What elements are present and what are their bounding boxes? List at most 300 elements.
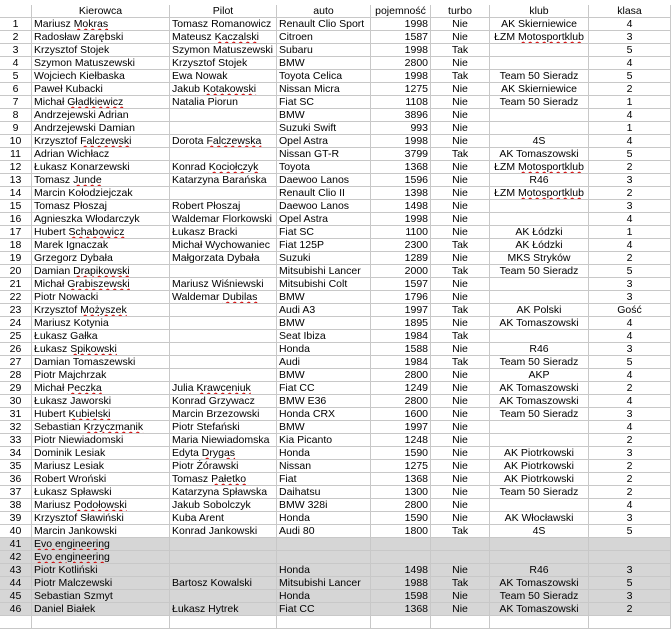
cell-kierowca[interactable]: Sebastian Szmyt [32,590,170,603]
cell-kierowca[interactable]: Łukasz Spławski [32,486,170,499]
cell-klasa[interactable]: 5 [589,70,671,83]
cell-pilot[interactable]: Natalia Piorun [170,96,277,109]
cell-pojemnosc[interactable] [371,538,431,551]
cell-turbo[interactable]: Nie [431,564,490,577]
cell-row-number[interactable]: 20 [0,265,32,278]
cell-turbo[interactable]: Nie [431,57,490,70]
cell-pilot[interactable]: Dorota Falczewska [170,135,277,148]
empty-cell[interactable] [277,616,371,629]
cell-kierowca[interactable]: Damian Tomaszewski [32,356,170,369]
cell-turbo[interactable]: Nie [431,18,490,31]
cell-auto[interactable]: Honda CRX [277,408,371,421]
cell-kierowca[interactable]: Adrian Wichłacz [32,148,170,161]
cell-auto[interactable]: BMW 328i [277,499,371,512]
cell-row-number[interactable]: 29 [0,382,32,395]
cell-klub[interactable] [490,213,589,226]
cell-row-number[interactable]: 33 [0,434,32,447]
cell-klub[interactable] [490,109,589,122]
cell-kierowca[interactable]: Michał Gładkiewicz [32,96,170,109]
cell-row-number[interactable]: 19 [0,252,32,265]
cell-pojemnosc[interactable]: 1275 [371,83,431,96]
cell-klasa[interactable]: 1 [589,122,671,135]
cell-klub[interactable]: AK Piotrkowski [490,473,589,486]
cell-turbo[interactable]: Nie [431,408,490,421]
cell-pilot[interactable]: Jakub Sobolczyk [170,499,277,512]
cell-turbo[interactable]: Tak [431,148,490,161]
cell-auto[interactable]: Renault Clio II [277,187,371,200]
cell-klub[interactable]: AK Tomaszowski [490,603,589,616]
cell-klasa[interactable]: 1 [589,96,671,109]
cell-klasa[interactable]: 2 [589,434,671,447]
cell-kierowca[interactable]: Michał Grabiszewski [32,278,170,291]
cell-pojemnosc[interactable]: 1108 [371,96,431,109]
cell-row-number[interactable]: 25 [0,330,32,343]
cell-auto[interactable]: Mitsubishi Lancer [277,265,371,278]
cell-pilot[interactable]: Julia Krawceniuk [170,382,277,395]
cell-turbo[interactable]: Nie [431,499,490,512]
cell-kierowca[interactable]: Tomasz Junde [32,174,170,187]
cell-klasa[interactable]: 2 [589,83,671,96]
cell-kierowca[interactable]: Łukasz Jaworski [32,395,170,408]
cell-kierowca[interactable]: Hubert Schabowicz [32,226,170,239]
cell-klasa[interactable]: 5 [589,148,671,161]
cell-pilot[interactable] [170,369,277,382]
cell-klub[interactable]: AK Skierniewice [490,83,589,96]
cell-row-number[interactable]: 7 [0,96,32,109]
cell-pilot[interactable]: Jakub Kotakowski [170,83,277,96]
cell-auto[interactable] [277,551,371,564]
cell-row-number[interactable]: 2 [0,31,32,44]
cell-turbo[interactable]: Nie [431,122,490,135]
cell-pilot[interactable]: Ewa Nowak [170,70,277,83]
cell-klub[interactable]: ŁZM Motosportklub [490,161,589,174]
cell-auto[interactable]: Nissan GT-R [277,148,371,161]
cell-turbo[interactable]: Nie [431,473,490,486]
cell-auto[interactable]: BMW [277,317,371,330]
cell-kierowca[interactable]: Łukasz Gałka [32,330,170,343]
cell-klasa[interactable]: 2 [589,460,671,473]
cell-pojemnosc[interactable]: 993 [371,122,431,135]
cell-pilot[interactable] [170,109,277,122]
cell-row-number[interactable]: 37 [0,486,32,499]
cell-klub[interactable]: Team 50 Sieradz [490,96,589,109]
cell-klasa[interactable]: 4 [589,317,671,330]
cell-row-number[interactable]: 12 [0,161,32,174]
cell-klub[interactable] [490,499,589,512]
cell-pojemnosc[interactable]: 1498 [371,564,431,577]
cell-kierowca[interactable]: Evo engineering [32,538,170,551]
cell-auto[interactable]: Renault Clio Sport [277,18,371,31]
cell-klasa[interactable] [589,538,671,551]
cell-klub[interactable]: Team 50 Sieradz [490,408,589,421]
cell-pilot[interactable] [170,187,277,200]
cell-pilot[interactable] [170,551,277,564]
cell-klasa[interactable]: 3 [589,343,671,356]
cell-auto[interactable]: Fiat 125P [277,239,371,252]
cell-pilot[interactable]: Waldemar Florkowski [170,213,277,226]
cell-auto[interactable] [277,538,371,551]
cell-row-number[interactable]: 1 [0,18,32,31]
cell-turbo[interactable]: Tak [431,239,490,252]
cell-auto[interactable]: Honda [277,564,371,577]
cell-kierowca[interactable]: Mariusz Podołowski [32,499,170,512]
cell-klub[interactable] [490,278,589,291]
cell-turbo[interactable]: Nie [431,96,490,109]
cell-row-number[interactable]: 42 [0,551,32,564]
cell-pilot[interactable] [170,356,277,369]
cell-pilot[interactable]: Marcin Brzezowski [170,408,277,421]
cell-row-number[interactable]: 13 [0,174,32,187]
cell-klasa[interactable]: 2 [589,187,671,200]
cell-row-number[interactable]: 10 [0,135,32,148]
cell-klasa[interactable]: 4 [589,330,671,343]
cell-pilot[interactable] [170,343,277,356]
cell-turbo[interactable]: Nie [431,486,490,499]
cell-klub[interactable]: R46 [490,564,589,577]
cell-pojemnosc[interactable]: 1588 [371,343,431,356]
cell-row-number[interactable]: 4 [0,57,32,70]
cell-pilot[interactable]: Bartosz Kowalski [170,577,277,590]
cell-auto[interactable]: Fiat SC [277,226,371,239]
cell-turbo[interactable]: Nie [431,603,490,616]
cell-klasa[interactable]: 2 [589,486,671,499]
cell-pilot[interactable]: Waldemar Dubilas [170,291,277,304]
cell-auto[interactable]: Fiat CC [277,382,371,395]
cell-pojemnosc[interactable]: 2800 [371,57,431,70]
cell-klub[interactable]: Team 50 Sieradz [490,356,589,369]
cell-klub[interactable]: MKS Stryków [490,252,589,265]
cell-klasa[interactable]: 2 [589,603,671,616]
cell-klub[interactable]: AK Piotrkowski [490,460,589,473]
cell-row-number[interactable]: 3 [0,44,32,57]
cell-pojemnosc[interactable]: 1998 [371,70,431,83]
cell-pojemnosc[interactable]: 3799 [371,148,431,161]
header-auto[interactable]: auto [277,5,371,18]
cell-klasa[interactable]: 3 [589,291,671,304]
cell-pojemnosc[interactable]: 1248 [371,434,431,447]
cell-pojemnosc[interactable]: 1800 [371,525,431,538]
cell-pilot[interactable]: Piotr Żórawski [170,460,277,473]
cell-kierowca[interactable]: Marcin Jankowski [32,525,170,538]
cell-auto[interactable]: Suzuki Swift [277,122,371,135]
cell-row-number[interactable]: 39 [0,512,32,525]
cell-row-number[interactable]: 5 [0,70,32,83]
cell-klasa[interactable]: 3 [589,447,671,460]
cell-klub[interactable]: Team 50 Sieradz [490,590,589,603]
header-klub[interactable]: klub [490,5,589,18]
cell-pojemnosc[interactable]: 1398 [371,187,431,200]
cell-auto[interactable]: Suzuki [277,252,371,265]
cell-kierowca[interactable]: Robert Wroński [32,473,170,486]
cell-auto[interactable]: Fiat [277,473,371,486]
cell-turbo[interactable]: Nie [431,447,490,460]
cell-row-number[interactable]: 40 [0,525,32,538]
cell-kierowca[interactable]: Szymon Matuszewski [32,57,170,70]
cell-kierowca[interactable]: Tomasz Płoszaj [32,200,170,213]
cell-klasa[interactable]: 4 [589,213,671,226]
cell-pilot[interactable] [170,330,277,343]
cell-auto[interactable]: Fiat SC [277,96,371,109]
cell-pilot[interactable]: Piotr Stefański [170,421,277,434]
cell-row-number[interactable]: 9 [0,122,32,135]
cell-pilot[interactable] [170,590,277,603]
cell-pilot[interactable]: Krzysztof Stojek [170,57,277,70]
cell-klub[interactable]: ŁZM Motosportklub [490,31,589,44]
cell-row-number[interactable]: 14 [0,187,32,200]
cell-pojemnosc[interactable]: 1300 [371,486,431,499]
cell-kierowca[interactable]: Piotr Nowacki [32,291,170,304]
cell-auto[interactable]: Daewoo Lanos [277,200,371,213]
cell-kierowca[interactable]: Marek Ignaczak [32,239,170,252]
cell-auto[interactable]: Nissan Micra [277,83,371,96]
cell-pilot[interactable]: Mateusz Kaczalski [170,31,277,44]
cell-row-number[interactable]: 35 [0,460,32,473]
cell-turbo[interactable]: Nie [431,226,490,239]
cell-turbo[interactable]: Nie [431,31,490,44]
cell-kierowca[interactable]: Agnieszka Włodarczyk [32,213,170,226]
cell-pojemnosc[interactable]: 1587 [371,31,431,44]
cell-turbo[interactable]: Tak [431,577,490,590]
cell-turbo[interactable]: Nie [431,135,490,148]
cell-pilot[interactable]: Konrad Kociołczyk [170,161,277,174]
cell-row-number[interactable]: 41 [0,538,32,551]
cell-turbo[interactable]: Tak [431,330,490,343]
cell-kierowca[interactable]: Mariusz Lesiak [32,460,170,473]
cell-auto[interactable]: BMW [277,369,371,382]
cell-kierowca[interactable]: Sebastian Krzyczmanik [32,421,170,434]
cell-klasa[interactable]: 4 [589,395,671,408]
cell-klub[interactable]: AK Tomaszowski [490,317,589,330]
cell-row-number[interactable]: 43 [0,564,32,577]
cell-turbo[interactable]: Nie [431,161,490,174]
cell-auto[interactable]: Seat Ibiza [277,330,371,343]
cell-auto[interactable]: Audi A3 [277,304,371,317]
cell-kierowca[interactable]: Krzysztof Możyszek [32,304,170,317]
cell-turbo[interactable]: Nie [431,512,490,525]
cell-pilot[interactable]: Małgorzata Dybała [170,252,277,265]
cell-turbo[interactable]: Nie [431,174,490,187]
cell-pojemnosc[interactable]: 1596 [371,174,431,187]
cell-auto[interactable]: Daihatsu [277,486,371,499]
cell-pojemnosc[interactable]: 1998 [371,135,431,148]
cell-auto[interactable]: Nissan [277,460,371,473]
cell-klub[interactable] [490,421,589,434]
cell-klasa[interactable]: 3 [589,564,671,577]
cell-kierowca[interactable]: Wojciech Kiełbaska [32,70,170,83]
cell-klasa[interactable]: 5 [589,525,671,538]
cell-pilot[interactable]: Mariusz Wiśniewski [170,278,277,291]
cell-pojemnosc[interactable]: 1988 [371,577,431,590]
cell-pilot[interactable]: Konrad Jankowski [170,525,277,538]
cell-auto[interactable]: BMW E36 [277,395,371,408]
cell-klub[interactable]: Team 50 Sieradz [490,70,589,83]
cell-row-number[interactable]: 16 [0,213,32,226]
cell-klub[interactable]: 4S [490,525,589,538]
empty-cell[interactable] [371,616,431,629]
cell-kierowca[interactable]: Michał Peczka [32,382,170,395]
cell-klasa[interactable]: 5 [589,265,671,278]
cell-klasa[interactable]: 4 [589,135,671,148]
cell-row-number[interactable]: 31 [0,408,32,421]
cell-auto[interactable]: Citroen [277,31,371,44]
cell-klasa[interactable]: 4 [589,239,671,252]
cell-pilot[interactable]: Łukasz Bracki [170,226,277,239]
cell-klasa[interactable]: 3 [589,408,671,421]
cell-row-number[interactable]: 22 [0,291,32,304]
cell-klasa[interactable]: 2 [589,382,671,395]
cell-klub[interactable]: AK Włocławski [490,512,589,525]
cell-pojemnosc[interactable]: 2800 [371,499,431,512]
cell-turbo[interactable]: Nie [431,213,490,226]
cell-row-number[interactable]: 6 [0,83,32,96]
cell-pojemnosc[interactable]: 1590 [371,447,431,460]
header-kierowca[interactable]: Kierowca [32,5,170,18]
cell-kierowca[interactable]: Dominik Lesiak [32,447,170,460]
cell-row-number[interactable]: 28 [0,369,32,382]
cell-pojemnosc[interactable]: 1100 [371,226,431,239]
cell-turbo[interactable]: Tak [431,70,490,83]
cell-klub[interactable] [490,551,589,564]
cell-row-number[interactable]: 46 [0,603,32,616]
cell-kierowca[interactable]: Krzysztof Stojek [32,44,170,57]
cell-row-number[interactable]: 32 [0,421,32,434]
cell-klub[interactable] [490,57,589,70]
cell-pojemnosc[interactable]: 1997 [371,421,431,434]
cell-turbo[interactable] [431,551,490,564]
cell-pojemnosc[interactable]: 1597 [371,278,431,291]
cell-klasa[interactable]: 2 [589,252,671,265]
empty-cell[interactable] [431,616,490,629]
cell-turbo[interactable]: Nie [431,83,490,96]
cell-auto[interactable]: Toyota [277,161,371,174]
cell-klub[interactable]: ŁZM Motosportklub [490,187,589,200]
cell-row-number[interactable]: 11 [0,148,32,161]
cell-turbo[interactable]: Nie [431,460,490,473]
cell-pilot[interactable]: Tomasz Romanowicz [170,18,277,31]
cell-kierowca[interactable]: Daniel Białek [32,603,170,616]
cell-klub[interactable]: AKP [490,369,589,382]
cell-klub[interactable]: R46 [490,343,589,356]
empty-cell[interactable] [170,616,277,629]
cell-kierowca[interactable]: Radosław Zarębski [32,31,170,44]
cell-pojemnosc[interactable] [371,551,431,564]
cell-row-number[interactable]: 38 [0,499,32,512]
cell-klub[interactable]: AK Łódzki [490,226,589,239]
cell-auto[interactable]: Honda [277,447,371,460]
cell-auto[interactable]: Mitsubishi Lancer [277,577,371,590]
cell-klub[interactable] [490,291,589,304]
cell-kierowca[interactable]: Piotr Niewiadomski [32,434,170,447]
cell-turbo[interactable]: Nie [431,395,490,408]
cell-pilot[interactable]: Maria Niewiadomska [170,434,277,447]
cell-klub[interactable] [490,200,589,213]
cell-klub[interactable]: Team 50 Sieradz [490,265,589,278]
cell-klasa[interactable]: 3 [589,512,671,525]
cell-auto[interactable]: Honda [277,590,371,603]
cell-auto[interactable]: BMW [277,57,371,70]
cell-pojemnosc[interactable]: 1368 [371,473,431,486]
empty-cell[interactable] [589,616,671,629]
cell-kierowca[interactable]: Grzegorz Dybała [32,252,170,265]
cell-kierowca[interactable]: Piotr Majchrzak [32,369,170,382]
cell-pojemnosc[interactable]: 2800 [371,395,431,408]
cell-klasa[interactable]: 3 [589,174,671,187]
cell-klub[interactable] [490,330,589,343]
cell-auto[interactable]: BMW [277,109,371,122]
cell-pilot[interactable] [170,148,277,161]
cell-pojemnosc[interactable]: 1997 [371,304,431,317]
cell-pilot[interactable]: Robert Płoszaj [170,200,277,213]
cell-auto[interactable]: Audi 80 [277,525,371,538]
cell-pojemnosc[interactable]: 1984 [371,356,431,369]
cell-auto[interactable]: Audi [277,356,371,369]
cell-klub[interactable]: AK Tomaszowski [490,395,589,408]
cell-pilot[interactable]: Katarzyna Barańska [170,174,277,187]
cell-row-number[interactable]: 44 [0,577,32,590]
cell-pojemnosc[interactable]: 3896 [371,109,431,122]
cell-auto[interactable]: Honda [277,512,371,525]
cell-turbo[interactable]: Nie [431,252,490,265]
cell-pilot[interactable] [170,265,277,278]
cell-kierowca[interactable]: Marcin Kołodziejczak [32,187,170,200]
cell-kierowca[interactable]: Łukasz Spikowski [32,343,170,356]
cell-klasa[interactable]: 4 [589,369,671,382]
cell-turbo[interactable]: Tak [431,525,490,538]
header-klasa[interactable]: klasa [589,5,671,18]
cell-row-number[interactable]: 45 [0,590,32,603]
cell-klub[interactable]: AK Tomaszowski [490,577,589,590]
cell-turbo[interactable]: Nie [431,109,490,122]
cell-kierowca[interactable]: Mariusz Kotynia [32,317,170,330]
cell-pilot[interactable] [170,122,277,135]
cell-klasa[interactable]: 4 [589,421,671,434]
cell-auto[interactable]: Opel Astra [277,135,371,148]
cell-pilot[interactable]: Konrad Grzywacz [170,395,277,408]
cell-turbo[interactable]: Nie [431,200,490,213]
header-turbo[interactable]: turbo [431,5,490,18]
cell-klasa[interactable]: 2 [589,161,671,174]
cell-turbo[interactable]: Nie [431,590,490,603]
cell-kierowca[interactable]: Piotr Kotliński [32,564,170,577]
cell-turbo[interactable]: Tak [431,356,490,369]
cell-pojemnosc[interactable]: 1275 [371,460,431,473]
cell-klasa[interactable]: 4 [589,18,671,31]
cell-pojemnosc[interactable]: 1368 [371,603,431,616]
cell-kierowca[interactable]: Damian Drapikowski [32,265,170,278]
cell-pilot[interactable] [170,304,277,317]
cell-turbo[interactable]: Nie [431,187,490,200]
header-pilot[interactable]: Pilot [170,5,277,18]
cell-auto[interactable]: Honda [277,343,371,356]
cell-klasa[interactable]: 5 [589,356,671,369]
cell-auto[interactable]: Toyota Celica [277,70,371,83]
cell-pilot[interactable]: Kuba Arent [170,512,277,525]
cell-klub[interactable]: AK Piotrkowski [490,447,589,460]
cell-klub[interactable]: 4S [490,135,589,148]
cell-pojemnosc[interactable]: 1289 [371,252,431,265]
cell-klub[interactable]: AK Polski [490,304,589,317]
cell-pilot[interactable] [170,317,277,330]
cell-kierowca[interactable]: Krzysztof Sławiński [32,512,170,525]
cell-klasa[interactable]: 5 [589,577,671,590]
cell-klasa[interactable] [589,551,671,564]
cell-kierowca[interactable]: Mariusz Mokras [32,18,170,31]
cell-auto[interactable]: Kia Picanto [277,434,371,447]
cell-klub[interactable]: AK Łódzki [490,239,589,252]
cell-pilot[interactable]: Edyta Drygas [170,447,277,460]
cell-pilot[interactable]: Łukasz Hytrek [170,603,277,616]
header-row-number[interactable] [0,5,32,18]
